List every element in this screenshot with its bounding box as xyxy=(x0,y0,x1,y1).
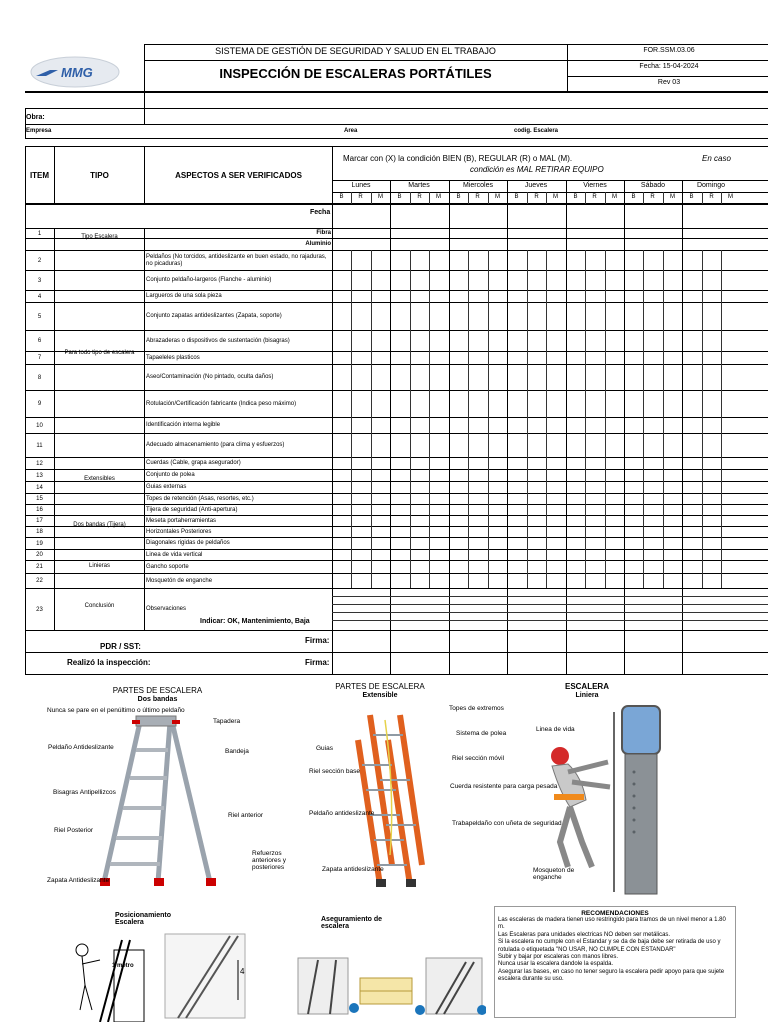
pdr-sst-label: PDR / SST: xyxy=(100,642,141,651)
type-conclusion: Conclusión xyxy=(84,603,115,609)
positioning-illustration xyxy=(60,930,250,1022)
securing-illustration xyxy=(296,948,486,1020)
day-label: Lunes xyxy=(351,182,371,189)
type-extensibles: Extensibles xyxy=(84,476,115,482)
row-aspect-text: Meseta portaherramientas xyxy=(146,517,217,524)
row-item-number: 9 xyxy=(37,401,42,407)
day-label: Viernes xyxy=(583,182,607,189)
row-aspect-text: Tapaeleles plasticos xyxy=(146,354,200,361)
recommendation-item: Si la escalera no cumple con el Estandar y se da de baja debe ser retirada de uso y rotulada o etiquetada "NO USAR, NO CUMPLE CON ESTANDAR" xyxy=(498,939,721,953)
form-revision: Rev 03 xyxy=(657,79,681,86)
recommendation-item: Las escaleras de madera tienen uso restringido para tramos de un nivel menor a 1.80 m. xyxy=(498,917,726,931)
row-aspect-text: Tijera de seguridad (Anti-apertura) xyxy=(146,506,238,513)
row-item-number: 11 xyxy=(36,442,43,449)
row-item-number: 2 xyxy=(37,257,42,264)
day-label: Domingo xyxy=(696,182,725,189)
brm-label: M xyxy=(436,194,441,200)
firma-label-2: Firma: xyxy=(305,658,330,667)
brm-label: M xyxy=(728,194,733,200)
dos-bandas-title: PARTES DE ESCALERA xyxy=(112,686,203,695)
row-aspect-text: Diagonales rigidas de peldaños xyxy=(146,540,230,546)
day-label: Jueves xyxy=(524,182,548,189)
label-nunca-pare: Nunca se pare en el penúltimo o último peldaño xyxy=(47,707,185,714)
label-topes: Topes de extremos xyxy=(449,705,504,712)
form-code: FOR.SSM.03.06 xyxy=(643,47,695,54)
day-label: Miercoles xyxy=(463,182,493,189)
instructions-line1: Marcar con (X) la condición BIEN (B), REGULAR (R) o MAL (M). xyxy=(343,154,573,163)
label-1-metro: 1 metro xyxy=(112,963,134,969)
row-item-number: 15 xyxy=(36,496,43,502)
svg-text:4: 4 xyxy=(240,967,245,976)
label-riel-anterior: Riel anterior xyxy=(228,812,264,819)
row-aspect-text: Topes de retención (Asas, resortes, etc.) xyxy=(146,495,254,502)
row-item-number: 5 xyxy=(37,313,42,320)
system-title: SISTEMA DE GESTIÓN DE SEGURIDAD Y SALUD EN EL TRABAJO xyxy=(215,46,496,56)
row-aspect-text: Cuerdas (Cable, grapa asegurador) xyxy=(146,460,241,466)
brm-label: R xyxy=(709,194,714,200)
row-item-number: 20 xyxy=(36,552,43,558)
row-aspect-text: Aluminio xyxy=(305,241,331,247)
recommendation-item: Asegurar las bases, en caso no tener seguro la escalera pedir apoyo para que sujete escalera durante su uso. xyxy=(498,968,725,983)
row-aspect-text: Largueros de una sola pieza xyxy=(146,293,222,299)
brm-label: M xyxy=(495,194,500,200)
recommendation-item: Las Escaleras para unidades electricas NO deben ser metálicas. xyxy=(498,931,671,938)
label-sistema-polea: Sistema de polea xyxy=(456,730,507,737)
instructions-en-caso: En caso xyxy=(702,154,731,163)
row-item-number: 18 xyxy=(36,529,43,535)
brm-label: B xyxy=(339,194,344,200)
posicionamiento-title: Posicionamiento Escalera xyxy=(115,912,172,926)
row-item-number: 19 xyxy=(36,540,43,547)
brm-label: B xyxy=(456,194,461,200)
brm-label: R xyxy=(534,194,539,200)
row-aspect-text: Identificación interna legible xyxy=(146,422,221,428)
col-tipo: TIPO xyxy=(90,171,109,180)
stepladder-illustration xyxy=(92,712,222,892)
brm-label: R xyxy=(358,194,363,200)
logo-text: MMG xyxy=(61,65,93,80)
row-aspect-text: Gancho soporte xyxy=(146,563,189,570)
brm-label: B xyxy=(573,194,578,200)
label-zapata-ext: Zapata antideslizante xyxy=(322,866,384,873)
brm-label: M xyxy=(553,194,558,200)
row-item-number: 4 xyxy=(37,293,42,300)
row-item-number: 17 xyxy=(36,518,43,524)
empresa-label: Empresa xyxy=(26,128,52,134)
recommendation-item: Nunca usar la escalera dandole la espalda. xyxy=(498,961,614,968)
row-aspect-text: Mosquetón de enganche xyxy=(146,577,213,584)
liniera-title: ESCALERA xyxy=(564,682,609,691)
label-riel-base: Riel sección base xyxy=(309,768,360,775)
label-riel-movil: Riel sección móvil xyxy=(452,755,505,762)
label-tapadera: Tapadera xyxy=(213,718,241,725)
area-label: Area xyxy=(344,128,358,134)
label-peldano-antideslizante: Peldaño Antideslizante xyxy=(48,744,114,751)
brm-label: M xyxy=(670,194,675,200)
recommendation-item: Subir y bajar por escaleras con manos libres. xyxy=(498,954,619,961)
brm-label: B xyxy=(514,194,519,200)
row-item-number: 8 xyxy=(37,374,42,381)
row-item-number: 10 xyxy=(36,422,43,429)
row-item-number: 1 xyxy=(37,230,42,237)
row-aspect-text: Conjunto de polea xyxy=(146,472,195,478)
label-bisagras: Bisagras Antipellizcos xyxy=(53,789,116,796)
extensible-title: PARTES DE ESCALERA xyxy=(335,682,425,691)
brm-label: M xyxy=(378,194,383,200)
row-aspect-text: Abrazaderas o dispositivos de sustentación (bisagras) xyxy=(146,337,290,344)
row-item-number: 13 xyxy=(36,472,43,479)
type-dos-bandas: Dos bandas (Tijera) xyxy=(73,522,126,528)
label-guias: Guias xyxy=(316,745,333,752)
instructions-line2: condición es MAL RETIRAR EQUIPO xyxy=(470,165,604,174)
obra-label: Obra: xyxy=(26,114,45,121)
type-tipo-escalera: Tipo Escalera xyxy=(81,234,118,240)
row-item-number: 22 xyxy=(36,578,43,584)
row-aspect-text: Observaciones xyxy=(146,606,187,612)
firma-label-1: Firma: xyxy=(305,636,330,645)
row-aspect-text: Peldaños (No torcidos, antideslizante en buen estado, no rajaduras, no picaduras) xyxy=(146,253,327,267)
extension-ladder-illustration xyxy=(340,705,450,890)
row-item-number: 7 xyxy=(37,355,42,361)
fecha-label: Fecha xyxy=(310,209,331,216)
row-item-number: 16 xyxy=(36,507,43,513)
brm-label: B xyxy=(397,194,402,200)
day-label: Sábado xyxy=(640,182,666,189)
brm-label: R xyxy=(650,194,655,200)
row-aspect-text: Fibra xyxy=(316,230,331,236)
liniera-subtitle: Liniera xyxy=(575,692,599,699)
day-label: Martes xyxy=(408,182,430,189)
recommendations-list xyxy=(495,917,735,984)
row-item-number: 6 xyxy=(37,338,42,344)
realizo-label: Realizó la inspección: xyxy=(67,658,151,667)
row-item-number: 3 xyxy=(37,277,42,284)
dos-bandas-subtitle: Dos bandas xyxy=(137,696,178,703)
form-date: Fecha: 15-04-2024 xyxy=(639,63,699,70)
brm-label: B xyxy=(631,194,636,200)
extensible-subtitle: Extensible xyxy=(362,692,398,699)
row-aspect-text: Horizontales Posteriores xyxy=(146,528,212,535)
row-item-number: 12 xyxy=(36,460,43,467)
label-bandeja: Bandeja xyxy=(225,748,249,755)
brm-label: M xyxy=(612,194,617,200)
label-cuerda: Cuerda resistente para carga pesada xyxy=(450,783,558,790)
brm-label: R xyxy=(592,194,597,200)
row-aspect-text: Aseo/Contaminación (No pintado, oculta daños) xyxy=(146,374,274,380)
codigo-escalera-label: codig. Escalera xyxy=(514,128,559,134)
label-trabapeldano: Trabapeldaño con uñeta de seguridad xyxy=(452,820,562,827)
brm-label: R xyxy=(475,194,480,200)
col-item: ITEM xyxy=(29,171,50,180)
recommendations-box xyxy=(494,906,736,1018)
brm-label: B xyxy=(689,194,694,200)
label-zapata: Zapata Antideslizante xyxy=(47,877,110,884)
col-aspectos: ASPECTOS A SER VERIFICADOS xyxy=(175,171,302,180)
row-aspect-text: Guias externas xyxy=(146,484,187,490)
company-logo xyxy=(28,50,122,90)
label-refuerzos: Refuerzos anteriores y posteriores xyxy=(252,850,286,871)
row-aspect-text: Conjunto peldaño-largeros (Flanche - aluminio) xyxy=(146,277,272,283)
indicar-label: Indicar: OK, Mantenimiento, Baja xyxy=(200,618,310,625)
row-item-number: 23 xyxy=(36,606,43,613)
row-aspect-text: Rotulación/Certificación fabricante (Indica peso máximo) xyxy=(146,400,297,407)
label-mosqueton: Mosqueton de enganche xyxy=(533,867,575,881)
row-item-number: 14 xyxy=(36,484,43,491)
row-aspect-text: Adecuado almacenamiento (para clima y esfuerzos) xyxy=(146,442,285,448)
recommendations-title: RECOMENDACIONES xyxy=(581,910,649,917)
label-linea-vida: Linea de vida xyxy=(536,726,575,733)
label-riel-posterior: Riel Posterior xyxy=(54,827,94,834)
row-aspect-text: Conjunto zapatas antideslizantes (Zapata, soporte) xyxy=(146,313,282,319)
aseguramiento-title: Aseguramiento de escalera xyxy=(321,916,383,930)
type-linieras: Linieras xyxy=(88,563,110,569)
page-title: INSPECCIÓN DE ESCALERAS PORTÁTILES xyxy=(219,66,492,81)
row-item-number: 21 xyxy=(36,564,43,570)
brm-label: R xyxy=(417,194,422,200)
row-aspect-text: Linea de vida vertical xyxy=(146,551,203,558)
type-todo-tipo: Para todo tipo de escalera xyxy=(64,350,135,356)
label-peldano-ext: Peldaño antideslizante xyxy=(309,810,375,817)
